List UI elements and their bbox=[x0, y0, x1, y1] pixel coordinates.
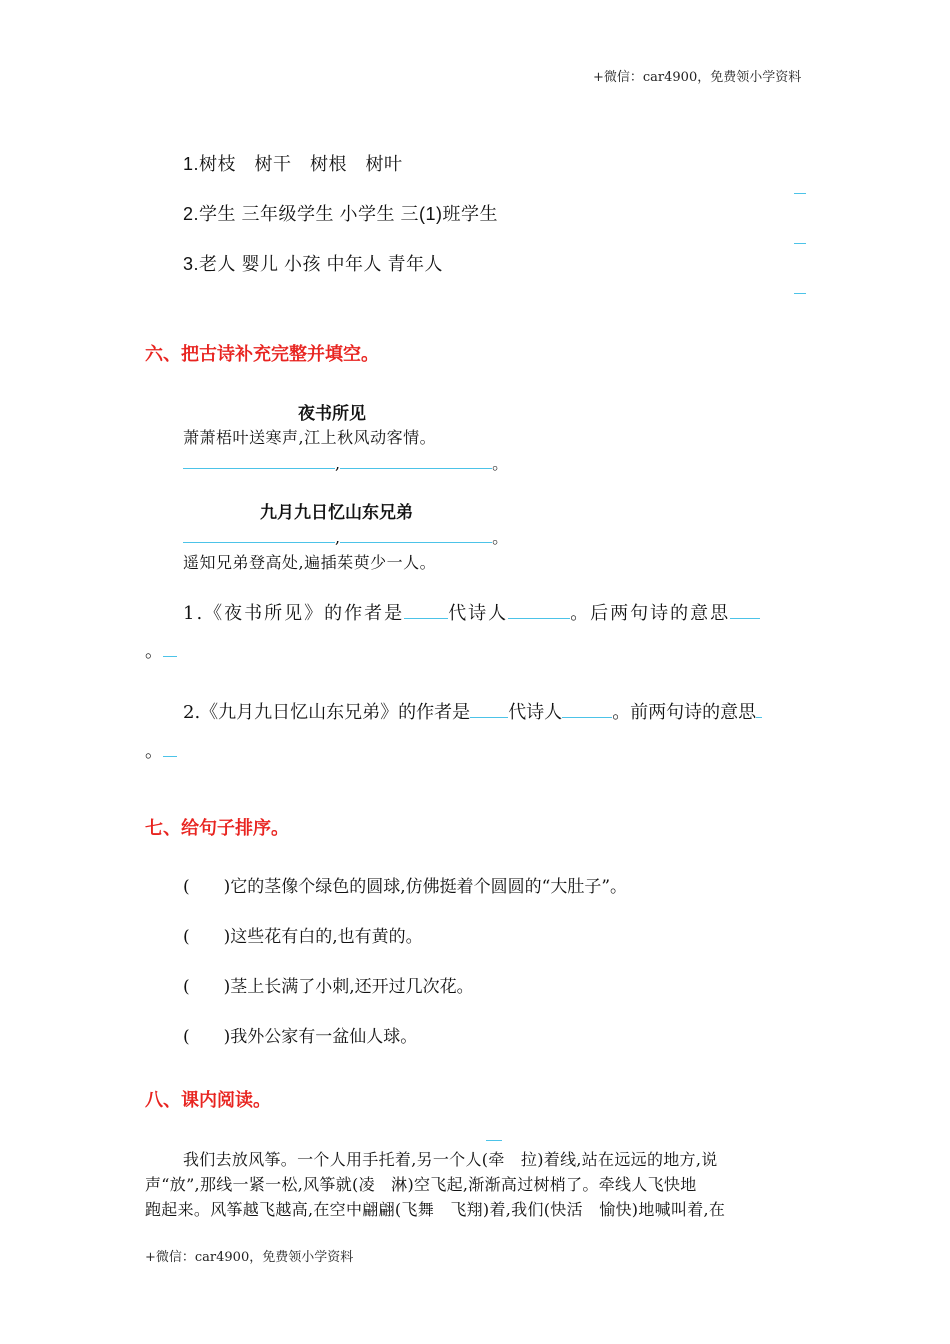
q1-dynasty-blank[interactable] bbox=[404, 600, 448, 619]
section6-heading: 六、把古诗补充完整并填空。 bbox=[145, 344, 379, 364]
poem1-title: 夜书所见 bbox=[298, 404, 366, 424]
answer-dash-3 bbox=[794, 293, 806, 294]
poem1-line1: 萧萧梧叶送寒声,江上秋风动客情。 bbox=[183, 428, 437, 447]
reading-line-2: 声“放”,那线一紧一松,风筝就(凌 淋)空飞起,渐渐高过树梢了。牵线人飞快地 bbox=[145, 1175, 697, 1194]
q1-meaning-blank[interactable] bbox=[730, 600, 760, 619]
question-2: 2.《九月九日忆山东兄弟》的作者是 代诗人 。前两句诗的意思 bbox=[183, 698, 762, 724]
sequence-sentence-2: ( )这些花有白的,也有黄的。 bbox=[183, 927, 423, 947]
poem2-title: 九月九日忆山东兄弟 bbox=[260, 503, 413, 523]
poem1-blank-2[interactable] bbox=[340, 450, 492, 469]
word-list-1: 1.树枝 树干 树根 树叶 bbox=[183, 154, 403, 174]
poem2-line2: 遥知兄弟登高处,遍插茱萸少一人。 bbox=[183, 553, 437, 572]
q2-meaning-blank[interactable] bbox=[756, 699, 762, 718]
header-note: +微信：car4900，免费领小学资料 bbox=[593, 70, 802, 85]
order-paren[interactable]: ( ) bbox=[183, 977, 231, 997]
sequence-sentence-1: ( )它的茎像个绿色的圆球,仿佛挺着个圆圆的“大肚子”。 bbox=[183, 877, 628, 897]
poem1-blank-1[interactable] bbox=[183, 450, 335, 469]
q2-meaning-blank-end[interactable] bbox=[163, 738, 177, 757]
poem1-fill-line: , 。 bbox=[183, 450, 508, 474]
poem2-blank-1[interactable] bbox=[183, 524, 335, 543]
order-paren[interactable]: ( ) bbox=[183, 1027, 231, 1047]
question-1: 1.《夜书所见》的作者是 代诗人 。后两句诗的意思 bbox=[183, 599, 760, 625]
word-list-2: 2.学生 三年级学生 小学生 三(1)班学生 bbox=[183, 204, 499, 224]
footer-note: +微信：car4900，免费领小学资料 bbox=[145, 1250, 354, 1265]
answer-dash-1 bbox=[794, 193, 806, 194]
reading-line-1: 我们去放风筝。一个人用手托着,另一个人(牵 拉)着线,站在远远的地方,说 bbox=[183, 1150, 718, 1169]
q1-meaning-blank-end[interactable] bbox=[163, 638, 177, 657]
poem2-blank-2[interactable] bbox=[340, 524, 492, 543]
reading-dash bbox=[486, 1140, 502, 1141]
question-2-end: 。 bbox=[145, 737, 177, 763]
reading-line-3: 跑起来。风筝越飞越高,在空中翩翩(飞舞 飞翔)着,我们(快活 愉快)地喊叫着,在 bbox=[145, 1200, 726, 1219]
order-paren[interactable]: ( ) bbox=[183, 927, 231, 947]
answer-dash-2 bbox=[794, 243, 806, 244]
poem2-fill-line: , 。 bbox=[183, 524, 508, 548]
q2-poet-blank[interactable] bbox=[562, 699, 612, 718]
sequence-sentence-4: ( )我外公家有一盆仙人球。 bbox=[183, 1027, 418, 1047]
order-paren[interactable]: ( ) bbox=[183, 877, 231, 897]
sequence-sentence-3: ( )茎上长满了小刺,还开过几次花。 bbox=[183, 977, 474, 997]
section7-heading: 七、给句子排序。 bbox=[145, 818, 289, 838]
section8-heading: 八、课内阅读。 bbox=[145, 1090, 271, 1110]
question-1-end: 。 bbox=[145, 637, 177, 663]
word-list-3: 3.老人 婴儿 小孩 中年人 青年人 bbox=[183, 254, 444, 274]
q2-dynasty-blank[interactable] bbox=[470, 699, 508, 718]
q1-poet-blank[interactable] bbox=[508, 600, 570, 619]
